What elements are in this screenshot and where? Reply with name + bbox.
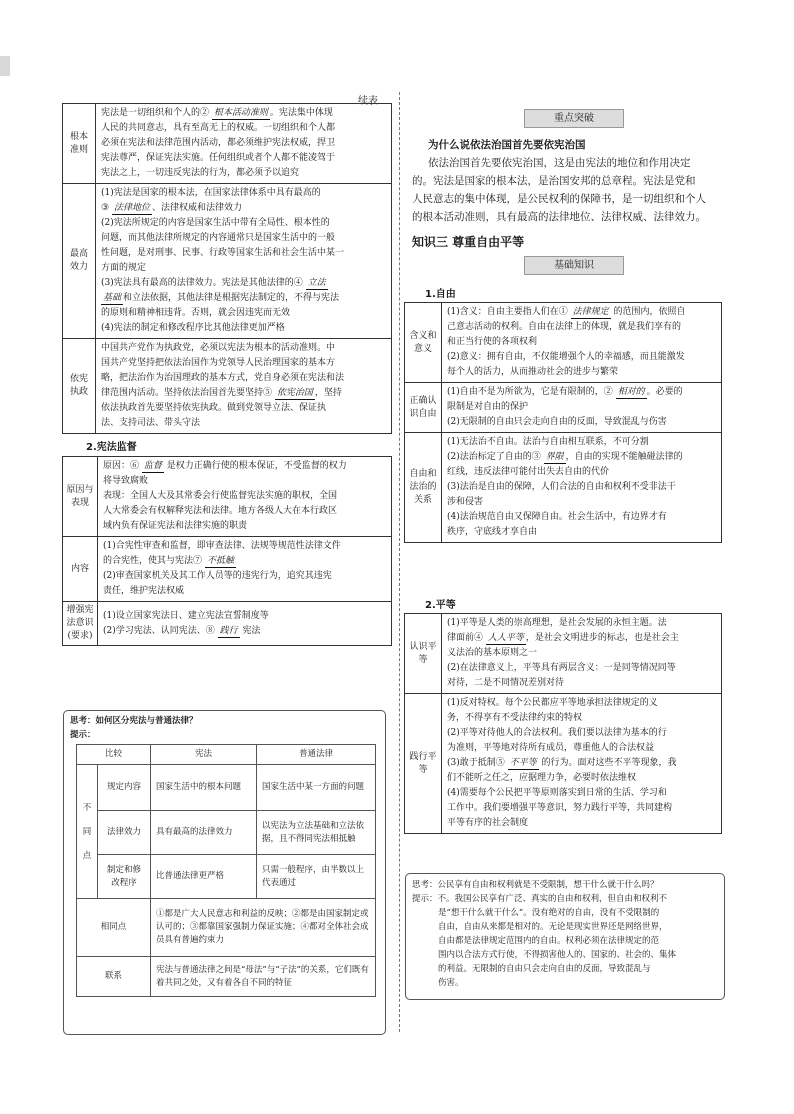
content-line: (1)平等是人类的崇高理想，是社会发展的永恒主题。法 [447, 618, 667, 628]
content-line: 每个人的活力，从而推动社会的进步与繁荣 [447, 367, 619, 377]
answer-blank: 不平等 [509, 758, 537, 768]
row-content [98, 537, 392, 602]
think-answer-line: 围内以合法方式行使，不得损害他人的、国家的、社会的、集体 [438, 950, 677, 960]
basic-knowledge-tag: 基础知识 [524, 256, 624, 275]
think-answer-line: 自由，自由从来都是相对的。无论是现实世界还是网络世界， [438, 922, 668, 932]
think-box-freedom [405, 873, 725, 1000]
similarities-cell: ①都是广大人民意志和利益的反映；②都是由国家制定或认可的；③都靠国家强制力保证实施；④都对全体社会成员具有普遍约束力 [151, 899, 376, 957]
think-answer-line: 伤害。 [438, 978, 464, 988]
table-row [63, 457, 392, 537]
content-line: 宪法尊严，保证宪法实施。任何组织或者个人都不能凌驾于 [101, 153, 336, 163]
content-line: (1)含义：自由主要指人们在① 法律规定 的范围内，依照自 [447, 307, 686, 317]
row-content [96, 339, 392, 434]
content-line: 和正当行使的各项权利 [447, 337, 538, 347]
content-line: 律范围内活动。坚持依法治国首先要坚持⑤ 依宪治国 ，坚持 [101, 388, 342, 398]
answer-blank: 监督 [143, 461, 162, 471]
answer-blank: 基础 [103, 293, 122, 303]
content-line: (3)宪法具有最高的法律效力。宪法是其他法律的④ 立法 [101, 278, 326, 288]
row-content [98, 457, 392, 537]
row-content [442, 694, 722, 834]
row-header: 含义和意义 [405, 303, 442, 383]
table-row [63, 339, 392, 434]
think-answer-line: 的利益。无限制的自由只会走向自由的反面，导致混乱与 [438, 964, 651, 974]
content-line: (2)法治标定了自由的③ 界限 ，自由的实现不能触碰法律的 [447, 452, 683, 462]
content-line: 义法治的基本原则之一 [447, 648, 538, 658]
row-content [96, 104, 392, 184]
row-content [442, 433, 722, 543]
think-hint-label: 提示： [70, 730, 96, 740]
differences-label: 不同点 [77, 765, 98, 899]
content-line: 依法执政首先要坚持依宪执政。做到党领导立法、保证执 [101, 403, 327, 413]
table-row [405, 433, 722, 543]
page-edge-marker [0, 56, 10, 76]
think-answer-line: 是“想干什么就干什么”。没有绝对的自由，没有不受限制的 [438, 908, 660, 918]
answer-blank: 依宪治国 [276, 388, 313, 398]
content-line: 中国共产党作为执政党，必须以宪法为根本的活动准则。中 [101, 343, 336, 353]
constitution-cell: 具有最高的法律效力 [151, 811, 257, 855]
content-line: 红线，违反法律可能付出失去自由的代价 [447, 467, 610, 477]
think-answer-line: 自由都是法律规定范围内的自由。权利必须在法律规定的范 [438, 936, 660, 946]
content-line: 己意志活动的权利。自由在法律上的体现，就是我们享有的 [447, 322, 682, 332]
think-answer-line: 提示：不。我国公民享有广泛、真实的自由和权利，但自由和权利不 [412, 894, 668, 904]
table-row [63, 184, 392, 339]
row-content [98, 602, 392, 646]
content-line: 略，把法治作为治国理政的基本方式，党自身必须在宪法和法 [101, 373, 345, 383]
think-question: 思考：公民享有自由和权利就是不受限制，想干什么就干什么吗？ [412, 880, 659, 890]
row-header: 最高效力 [63, 184, 96, 339]
similarities-label: 相同点 [77, 899, 151, 957]
content-line: (4)宪法的制定和修改程序比其他法律更加严格 [101, 323, 285, 333]
freedom-table [404, 302, 722, 543]
row-header: 自由和法治的关系 [405, 433, 442, 543]
answer-blank: 法律地位 [113, 203, 150, 213]
knowledge-three-title: 知识三 尊重自由平等 [412, 235, 525, 249]
equality-table [404, 613, 722, 834]
content-line: 工作中。我们要增强平等意识，努力践行平等，共同建构 [447, 803, 673, 813]
content-line: ③ 法律地位 、法律权威和法律效力 [101, 203, 242, 213]
constitution-cell: 国家生活中的根本问题 [151, 765, 257, 811]
content-line: (4)需要每个公民把平等原则落实到日常的生活、学习和 [447, 788, 667, 798]
content-line: 宪法是一切组织和个人的② 根本活动准则 。宪法集中体现 [101, 108, 333, 118]
think-question: 思考：如何区分宪法与普通法律？ [70, 716, 198, 726]
answer-blank: 界限 [545, 452, 564, 462]
row-key: 法律效力 [98, 811, 151, 855]
content-line: (2)意义：拥有自由，不仅能增强个人的幸福感，而且能激发 [447, 352, 685, 362]
content-line: (2)学习宪法、认同宪法、⑧ 践行 宪法 [103, 625, 261, 636]
content-line: 责任，维护宪法权威 [103, 586, 185, 596]
connection-cell: 宪法与普通法律之间是“母法”与“子法”的关系，它们既有着共同之处，又有着各自不同的特征 [151, 957, 376, 997]
answer-blank: 立法 [307, 278, 326, 288]
table-row [63, 537, 392, 602]
content-line: 将导致腐败 [103, 476, 149, 486]
content-line: 法、支持司法、带头守法 [101, 418, 201, 428]
paragraph-line: 依法治国首先要依宪治国，这是由宪法的地位和作用决定 [428, 157, 691, 169]
content-line: 的合宪性，使其与宪法⑦ 不抵触 [103, 556, 234, 566]
key-points-tag: 重点突破 [524, 109, 624, 128]
content-line: 涉和侵害 [447, 497, 484, 507]
content-line: (2)无限制的自由只会走向自由的反面，导致混乱与伤害 [447, 417, 667, 427]
paragraph-line: 的根本活动准则，具有最高的法律地位、法律权威、法律效力。 [412, 211, 706, 223]
content-line: 宪法之上，一切违反宪法的行为，都必须予以追究 [101, 168, 300, 178]
answer-blank: 人人平等 [487, 633, 524, 643]
row-content [96, 184, 392, 339]
content-line: 秩序，守底线才享自由 [447, 527, 538, 537]
constitution-cell: 比普通法律更严格 [151, 855, 257, 899]
content-line: (1)自由不是为所欲为，它是有限制的，② 相对的 。必要的 [447, 387, 683, 397]
answer-blank: 法律规定 [572, 307, 609, 317]
content-line: 必须在宪法和法律范围内活动，都必须维护宪法权威，捍卫 [101, 138, 336, 148]
content-line: 性问题，是对刑事、民事、行政等国家生活和社会生活中某一 [101, 248, 345, 258]
content-line: (2)宪法所规定的内容是国家生活中带有全局性、根本性的 [101, 218, 330, 228]
content-line: (1)宪法是国家的根本法，在国家法律体系中具有最高的 [101, 188, 321, 198]
table-row [405, 694, 722, 834]
paragraph-line: 人民意志的集中体现，是公民权利的保障书，是一切组织和个人 [412, 193, 706, 205]
answer-blank: 不抵触 [206, 556, 234, 566]
row-header: 依宪执政 [63, 339, 96, 434]
content-line: (3)敢于抵制⑤ 不平等 的行为。面对这些不平等现象，我 [447, 758, 677, 768]
row-header: 践行平等 [405, 694, 442, 834]
think-box-constitution [63, 710, 386, 1035]
content-line: (3)法治是自由的保障，人们合法的自由和权利不受非法干 [447, 482, 676, 492]
content-line: 限制是对自由的保护 [447, 402, 529, 412]
content-line: 的原则和精神相违背。否则，就会因违宪而无效 [101, 308, 291, 318]
table-row [405, 383, 722, 433]
section-equality: 2.平等 [425, 600, 456, 611]
content-line: 对待，二是不同情况差别对待 [447, 678, 565, 688]
answer-blank: 践行 [219, 625, 238, 636]
row-header: 增强宪法意识(要求) [63, 602, 98, 646]
row-header: 认识平等 [405, 614, 442, 694]
table-row [405, 303, 722, 383]
content-line: (1)合宪性审查和监督，即审查法律、法规等规范性法律文件 [103, 541, 341, 551]
table-row [63, 104, 392, 184]
content-line: 平等有序的社会制度 [447, 818, 529, 828]
content-line: 方面的规定 [101, 263, 147, 273]
content-line: (2)在法律意义上，平等具有两层含义：一是同等情况同等 [447, 663, 676, 673]
row-header: 原因与表现 [63, 457, 98, 537]
content-line: 人大常委会有权解释宪法和法律。地方各级人大在本行政区 [103, 506, 338, 516]
content-line: (2)平等对待他人的合法权利。我们要以法律为基本的行 [447, 728, 667, 738]
row-content [442, 303, 722, 383]
row-header: 根本准则 [63, 104, 96, 184]
comparison-table [76, 744, 376, 997]
row-content [442, 383, 722, 433]
column-divider [399, 92, 400, 1032]
key-question-title: 为什么说依法治国首先要依宪治国 [428, 139, 586, 151]
row-key: 制定和修改程序 [98, 855, 151, 899]
constitution-status-table [62, 103, 392, 434]
key-question-body [412, 154, 782, 226]
content-line: 人民的共同意志，具有至高无上的权威。一切组织和个人都 [101, 123, 336, 133]
table-row [405, 614, 722, 694]
paragraph-line: 的。宪法是国家的根本法，是治国安邦的总章程。宪法是党和 [412, 175, 696, 187]
ordinary-law-cell: 只需一般程序，由半数以上代表通过 [257, 855, 376, 899]
row-header: 正确认识自由 [405, 383, 442, 433]
content-line: 问题，而其他法律所规定的内容通常只是国家生活中的一般 [101, 233, 336, 243]
content-line: (1)无法治不自由。法治与自由相互联系，不可分割 [447, 437, 649, 447]
content-line: 国共产党坚持把依法治国作为党领导人民治理国家的基本方 [101, 358, 336, 368]
continued-label: 续表 [358, 96, 378, 107]
section-constitution-supervision: 2.宪法监督 [86, 442, 137, 453]
content-line: (2)审查国家机关及其工作人员等的违宪行为，追究其违宪 [103, 571, 332, 581]
answer-blank: 根本活动准则 [213, 108, 268, 118]
content-line: (1)设立国家宪法日、建立宪法宣誓制度等 [103, 610, 269, 621]
content-line: 表现：全国人大及其常委会行使监督宪法实施的职权，全国 [103, 491, 338, 501]
connection-label: 联系 [77, 957, 151, 997]
content-line: 为准则，平等地对待所有成员，尊重他人的合法权益 [447, 743, 655, 753]
content-line: (4)法治规范自由又保障自由。社会生活中，有边界才有 [447, 512, 667, 522]
content-line: 原因：⑥ 监督 是权力正确行使的根本保证，不受监督的权力 [103, 461, 347, 471]
ordinary-law-cell: 国家生活中某一方面的问题 [257, 765, 376, 811]
answer-blank: 相对的 [617, 387, 645, 397]
table-row [63, 602, 392, 646]
compare-head-item: 比较 [77, 745, 151, 765]
section-freedom: 1.自由 [425, 289, 456, 300]
content-line: 务，不得享有不受法律约束的特权 [447, 713, 583, 723]
row-header: 内容 [63, 537, 98, 602]
constitution-supervision-table [62, 456, 392, 646]
content-line: 域内负有保证宪法和法律实施的职责 [103, 521, 248, 531]
content-line: 律面前④ 人人平等 ，是社会文明进步的标志，也是社会主 [447, 633, 679, 643]
row-key: 规定内容 [98, 765, 151, 811]
content-line: 基础 和立法依据，其他法律是根据宪法制定的，不得与宪法 [103, 293, 340, 303]
row-content [442, 614, 722, 694]
compare-head-ordinary-law: 普通法律 [257, 745, 376, 765]
ordinary-law-cell: 以宪法为立法基础和立法依据，且不得同宪法相抵触 [257, 811, 376, 855]
compare-head-constitution: 宪法 [151, 745, 257, 765]
content-line: (1)反对特权。每个公民都应平等地承担法律规定的义 [447, 698, 658, 708]
content-line: 们不能听之任之，应据理力争，必要时依法维权 [447, 773, 637, 783]
